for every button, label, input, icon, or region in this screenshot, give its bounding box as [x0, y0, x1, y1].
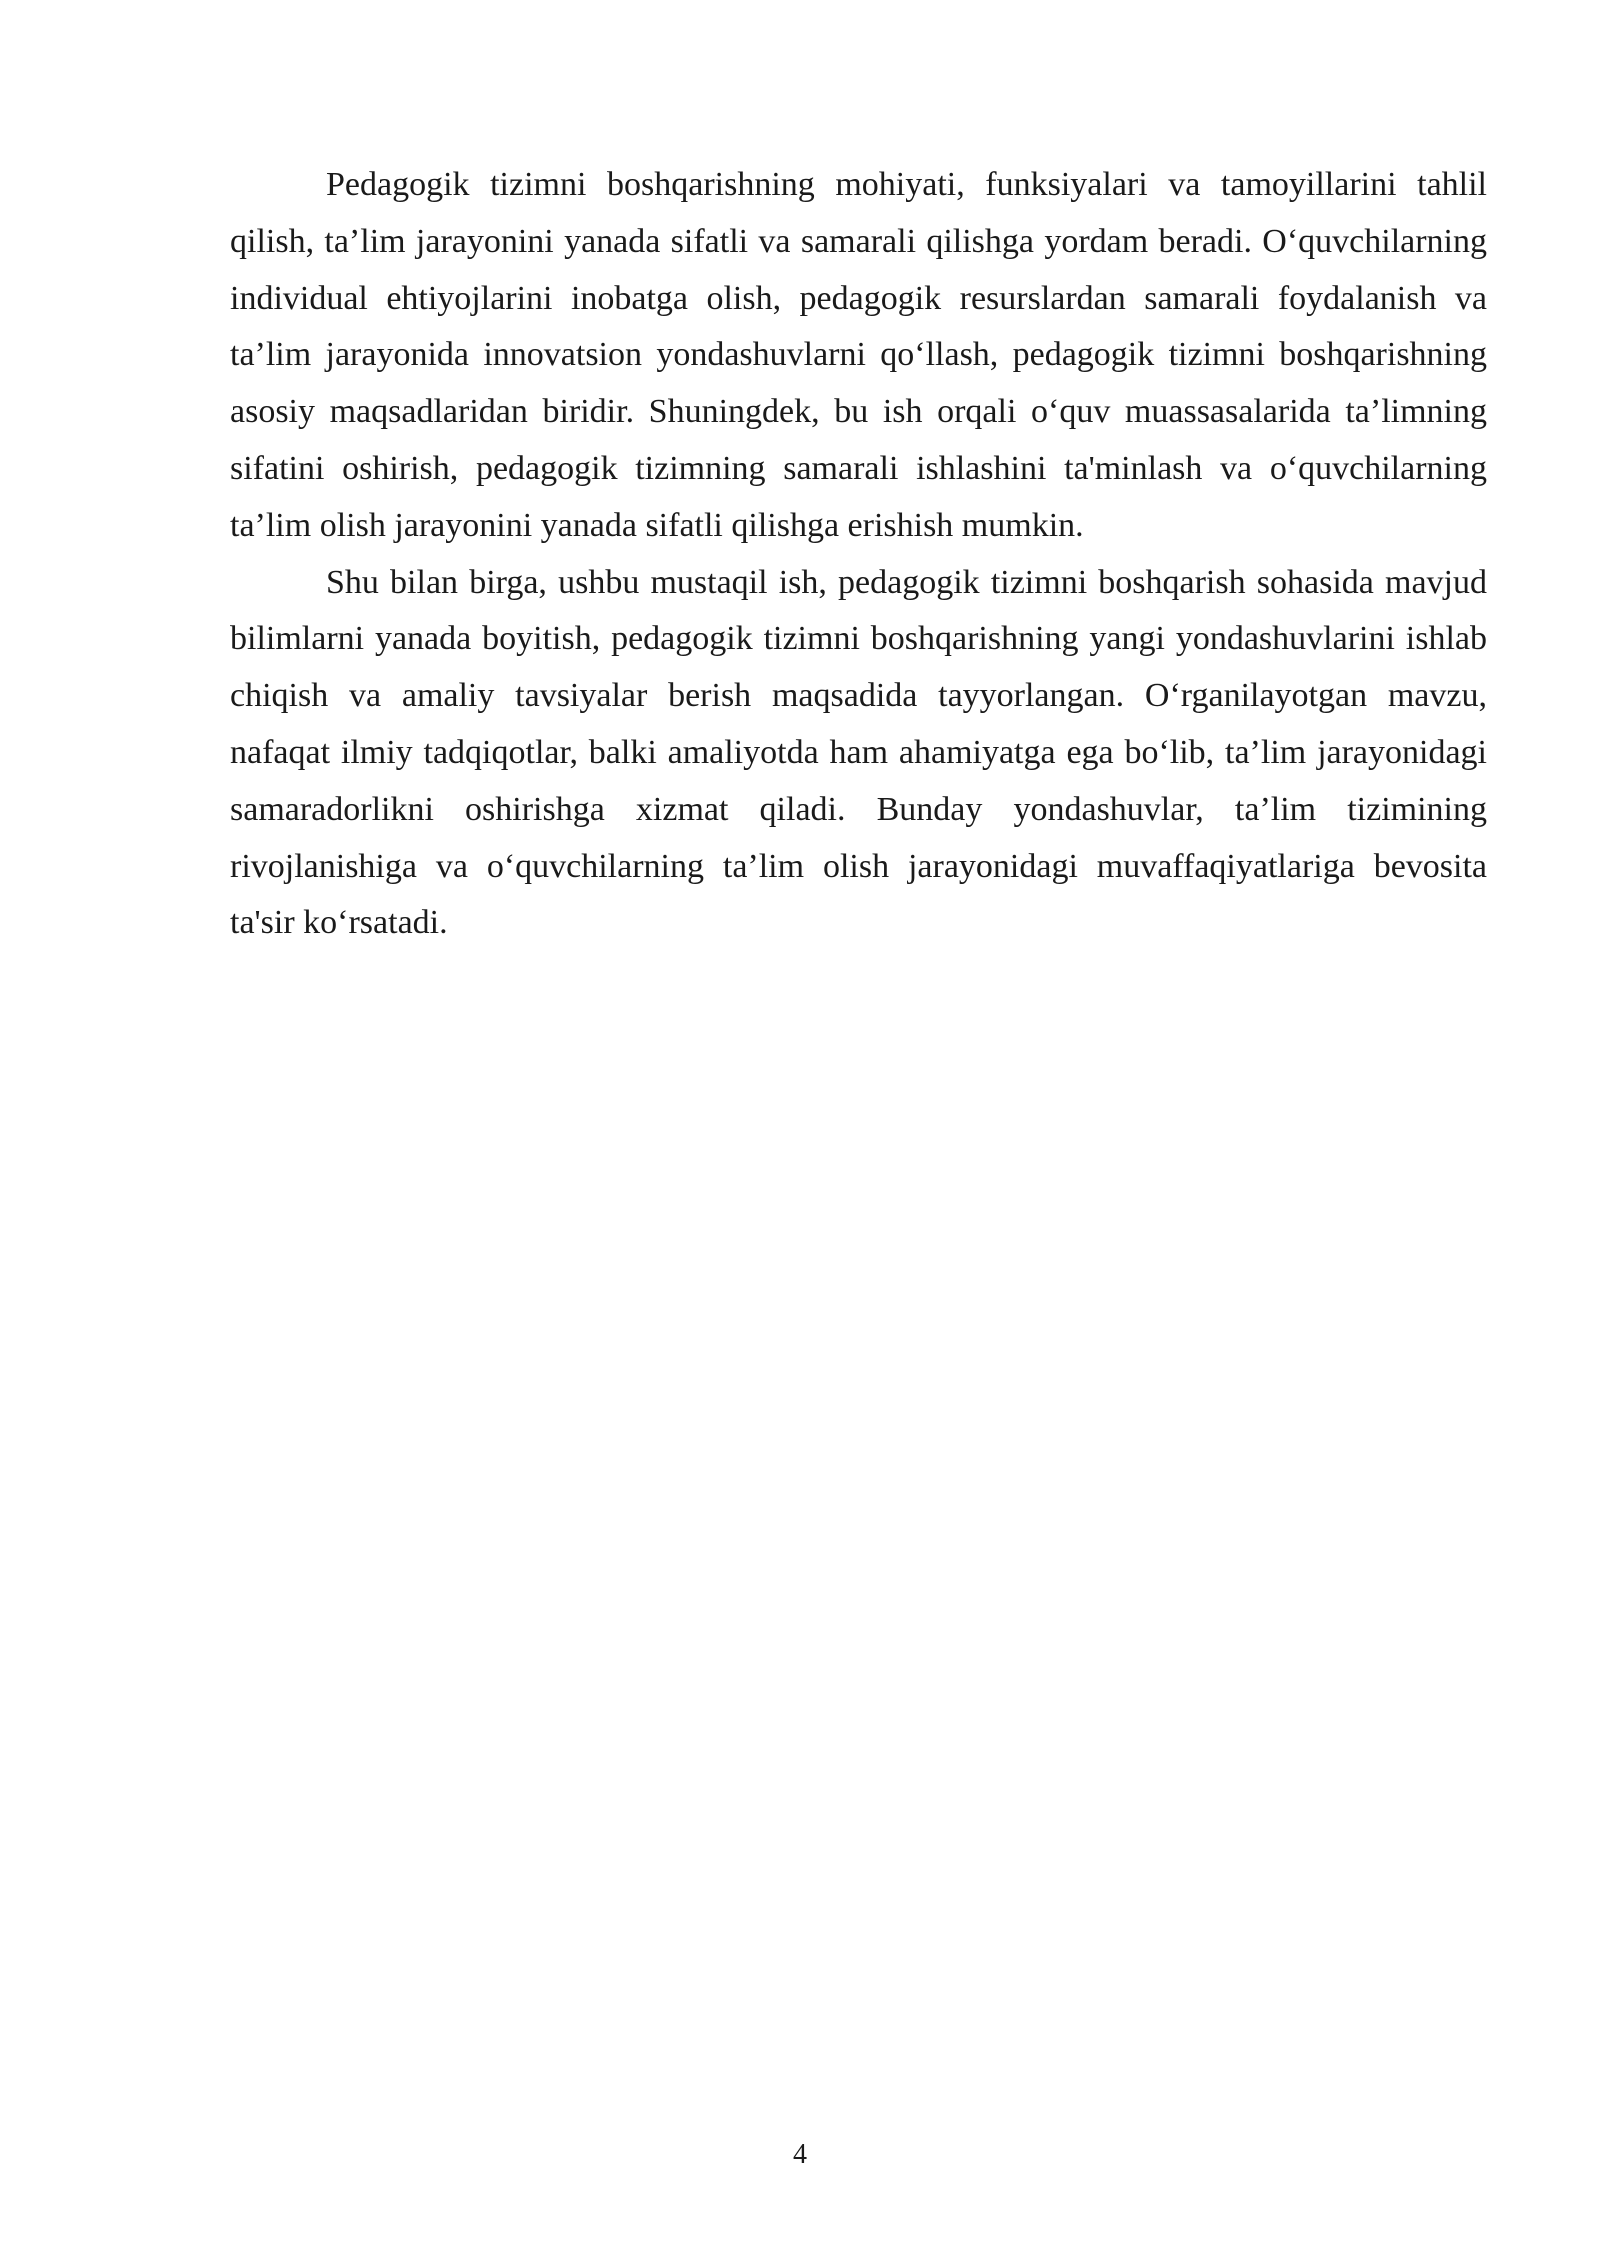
body-text: [230, 157, 1487, 952]
paragraph-1: Pedagogik tizimni boshqarishning mohiyati, funksiyalari va tamoyillarini tahlil qilish, ta’lim jarayonini yanada sifatli va samarali qilishga yordam beradi. O‘quvchilarning individual ehtiyojlarini inobatga olish, pedagogik resurslardan samarali foydalanish va ta’lim jarayonida innovatsion yondashuvlarni qo‘llash, pedagogik tizimni boshqarishning asosiy maqsadlaridan biridir. Shuningdek, bu ish orqali o‘quv muassasalarida ta’limning sifatini oshirish, pedagogik tizimning samarali ishlashini ta'minlash va o‘quvchilarning ta’lim olish jarayonini yanada sifatli qilishga erishish mumkin.: [230, 166, 1487, 544]
paragraph-2: Shu bilan birga, ushbu mustaqil ish, pedagogik tizimni boshqarish sohasida mavjud bilimlarni yanada boyitish, pedagogik tizimni boshqarishning yangi yondashuvlarini ishlab chiqish va amaliy tavsiyalar berish maqsadida tayyorlangan. O‘rganilayotgan mavzu, nafaqat ilmiy tadqiqotlar, balki amaliyotda ham ahamiyatga ega bo‘lib, ta’lim jarayonidagi samaradorlikni oshirishga xizmat qiladi. Bunday yondashuvlar, ta’lim tizimining rivojlanishiga va o‘quvchilarning ta’lim olish jarayonidagi muvaffaqiyatlariga bevosita ta'sir ko‘rsatadi.: [230, 563, 1487, 942]
page-number: 4: [793, 2139, 807, 2170]
